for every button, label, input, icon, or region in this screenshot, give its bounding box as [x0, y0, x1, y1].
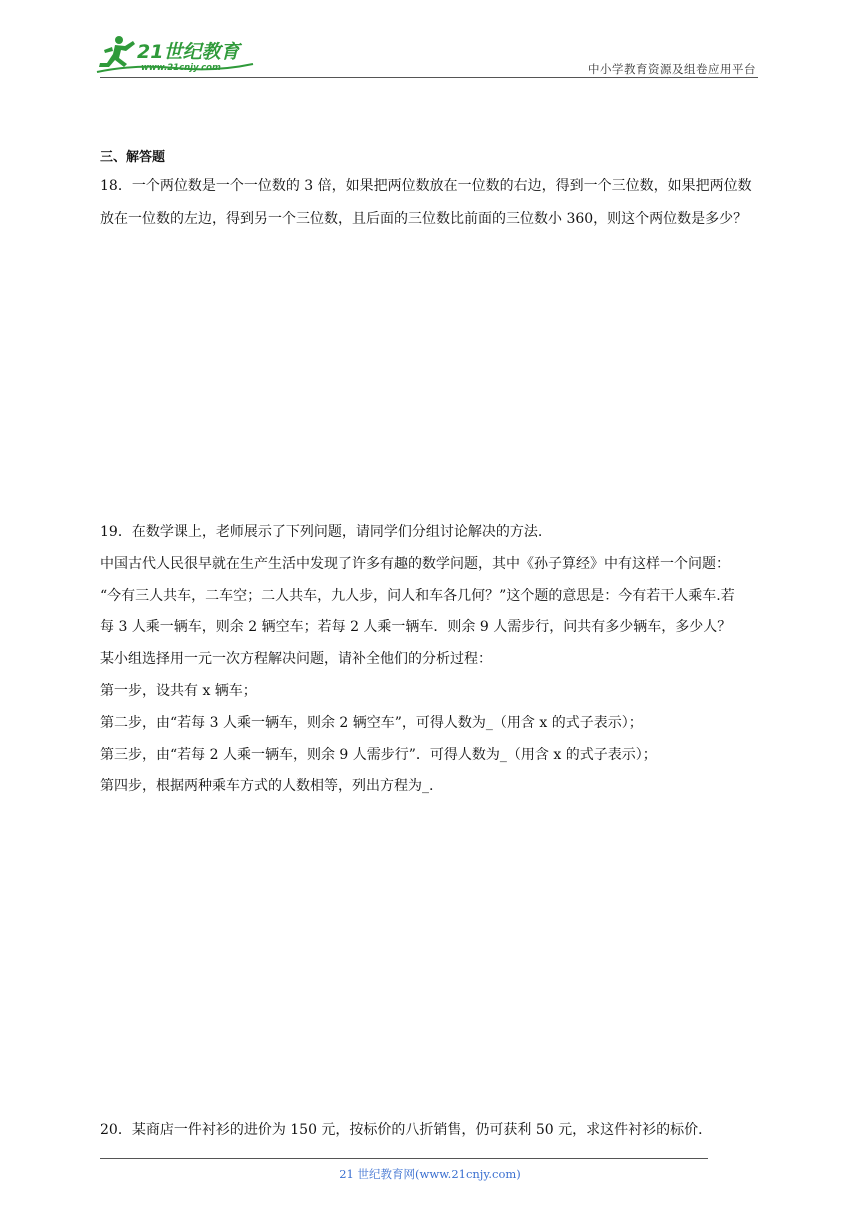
question-19-line: 每 3 人乘一辆车，则余 2 辆空车；若每 2 人乘一辆车．则余 9 人需步行，问共有多少辆车，多少人？: [100, 619, 732, 636]
question-19-line: “今有三人共车，二车空；二人共车，九人步，问人和车各几何？”这个题的意思是：今有若干人乘车.若: [100, 587, 735, 604]
question-19: [100, 517, 760, 803]
question-19-step-2: 第二步，由“若每 3 人乘一辆车，则余 2 辆空车”，可得人数为_（用含 x 的式子表示）；: [100, 714, 643, 731]
question-20: 20．某商店一件衬衫的进价为 150 元，按标价的八折销售，仍可获利 50 元，求这件衬衫的标价．: [100, 1122, 713, 1138]
section-title: 三、解答题: [100, 150, 166, 165]
question-19-line: 中国古代人民很早就在生产生活中发现了许多有趣的数学问题，其中《孙子算经》中有这样一个问题：: [100, 555, 730, 572]
question-18: 18．一个两位数是一个一位数的 3 倍，如果把两位数放在一位数的右边，得到一个三位数，如果把两位数放在一位数的左边，得到另一个三位数，且后面的三位数比前面的三位数小 360，则这个两位数是多少？: [100, 178, 752, 227]
page-header: [0, 0, 860, 80]
question-19-line: 某小组选择用一元一次方程解决问题，请补全他们的分析过程：: [100, 651, 492, 668]
footer-divider: [100, 1158, 708, 1159]
question-19-step-3: 第三步，由“若每 2 人乘一辆车，则余 9 人需步行”．可得人数为_（用含 x 的式子表示）；: [100, 746, 657, 763]
question-19-step-4: 第四步，根据两种乘车方式的人数相等，列出方程为_.: [100, 778, 434, 795]
platform-title: 中小学教育资源及组卷应用平台: [588, 62, 756, 76]
21-century-education-logo: [95, 34, 260, 78]
question-19-line: 19．在数学课上，老师展示了下列问题，请同学们分组讨论解决的方法.: [100, 524, 543, 540]
logo-url-text: www.21cnjy.com: [141, 63, 221, 73]
question-19-step-1: 第一步，设共有 x 辆车；: [100, 682, 257, 699]
footer-link[interactable]: 21 世纪教育网(www.21cnjy.com): [339, 1167, 521, 1181]
logo-text: 21世纪教育: [137, 41, 240, 63]
header-divider: [100, 77, 758, 78]
